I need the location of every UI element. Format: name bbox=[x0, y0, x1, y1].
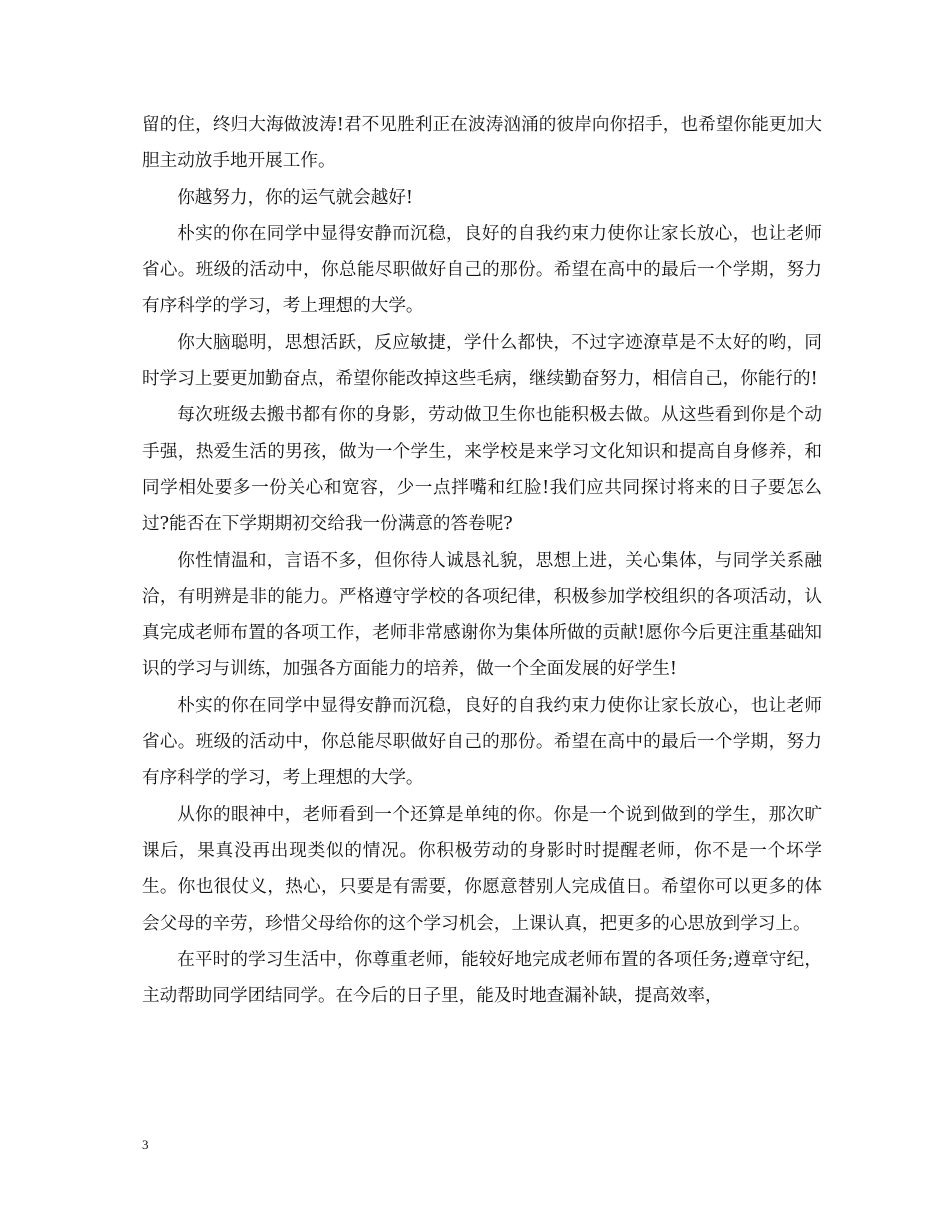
paragraph: 你大脑聪明，思想活跃，反应敏捷，学什么都快，不过字迹潦草是不太好的哟，同时学习上要更加勤奋点，希望你能改掉这些毛病，继续勤奋努力，相信自己，你能行的! bbox=[142, 332, 822, 390]
body-text bbox=[142, 107, 822, 1014]
paragraph: 每次班级去搬书都有你的身影，劳动做卫生你也能积极去做。从这些看到你是个动手强，热爱生活的男孩，做为一个学生，来学校是来学习文化知识和提高自身修养，和同学相处要多一份关心和宽容，少一点拌嘴和红脸!我们应共同探讨将来的日子要怎么过?能否在下学期期初交给我一份满意的答卷呢? bbox=[142, 405, 822, 535]
paragraph-continued: 留的住，终归大海做波涛!君不见胜利正在波涛汹涌的彼岸向你招手，也希望你能更加大胆主动放手地开展工作。 bbox=[142, 115, 822, 172]
paragraph: 在平时的学习生活中，你尊重老师，能较好地完成老师布置的各项任务;遵章守纪，主动帮助同学团结同学。在今后的日子里，能及时地查漏补缺，提高效率， bbox=[142, 949, 822, 1007]
paragraph: 你性情温和，言语不多，但你待人诚恳礼貌，思想上进，关心集体，与同学关系融洽，有明辨是非的能力。严格遵守学校的各项纪律，积极参加学校组织的各项活动，认真完成老师布置的各项工作，老师非常感谢你为集体所做的贡献!愿你今后更注重基础知识的学习与训练，加强各方面能力的培养，做一个全面发展的好学生! bbox=[142, 550, 822, 680]
paragraph: 你越努力，你的运气就会越好! bbox=[177, 187, 413, 208]
paragraph: 朴实的你在同学中显得安静而沉稳，良好的自我约束力使你让家长放心，也让老师省心。班级的活动中，你总能尽职做好自己的那份。希望在高中的最后一个学期，努力有序科学的学习，考上理想的大学。 bbox=[142, 223, 822, 317]
paragraph: 朴实的你在同学中显得安静而沉稳，良好的自我约束力使你让家长放心，也让老师省心。班级的活动中，你总能尽职做好自己的那份。希望在高中的最后一个学期，努力有序科学的学习，考上理想的大学。 bbox=[142, 695, 822, 789]
page-number: 3 bbox=[142, 1137, 149, 1152]
paragraph: 从你的眼神中，老师看到一个还算是单纯的你。你是一个说到做到的学生，那次旷课后，果真没再出现类似的情况。你积极劳动的身影时时提醒老师，你不是一个坏学生。你也很仗义，热心，只要是有需要，你愿意替别人完成值日。希望你可以更多的体会父母的辛劳，珍惜父母给你的这个学习机会，上课认真，把更多的心思放到学习上。 bbox=[142, 804, 822, 934]
